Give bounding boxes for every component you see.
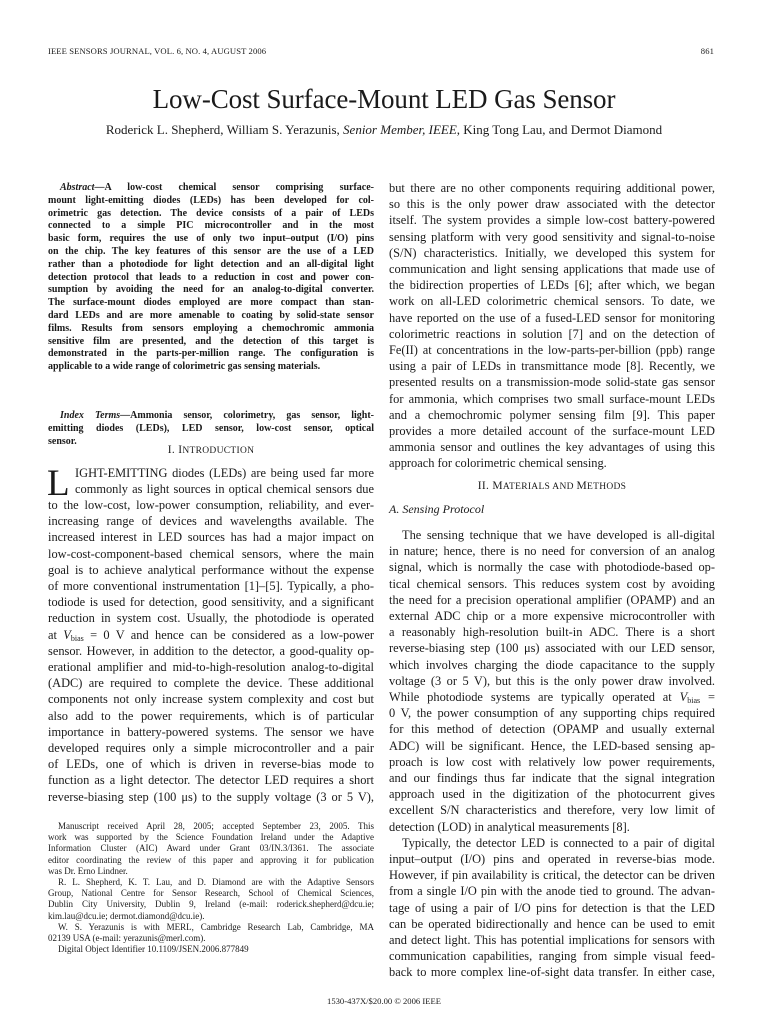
intro-continuation-line: work on all-LED colorimetric chemical sensors. To date, we <box>389 294 715 309</box>
running-header: IEEE SENSORS JOURNAL, VOL. 6, NO. 4, AUGUST 2006 <box>48 46 267 56</box>
abstract-line: films. Results from sensors employing a chemochromic ammonia <box>48 322 374 334</box>
intro-line: developed requires only a simple microcontroller and a pair <box>48 741 374 756</box>
footnote-line: Group, National Centre for Sensor Research, School of Chemical Sciences, <box>48 888 374 899</box>
intro-continuation-line: colorimetric reactions in solution [7] and on the detection of <box>389 326 715 341</box>
section-initial: M <box>492 480 503 492</box>
section-numeral: II. <box>477 480 493 492</box>
abstract-line: orimetric gas detection. The device consists of a pair of LEDs <box>48 207 374 219</box>
abstract-line: sumption by avoiding the need for an analog-to-digital converter. <box>48 284 374 296</box>
abstract-line: mount light-emitting diodes (LEDs) has been developed for col- <box>48 194 374 206</box>
page-number: 861 <box>700 46 714 56</box>
sensing-line: signal, which is normally the case with photodiode-based op- <box>389 560 715 575</box>
intro-line: increasing range of devices and wavelengths available. The <box>48 514 374 529</box>
intro-line: increased interest in LED sources has had a major impact on <box>48 530 374 545</box>
intro-line: (ADC) are required to complete the device. These additional <box>48 676 374 691</box>
section-initial-2: M <box>576 480 587 492</box>
intro-line: IGHT-EMITTING diodes (LEDs) are being used far more <box>75 466 374 480</box>
intro-line: also add to the power requirements, which is of particular <box>48 708 374 723</box>
sensing-line: 0 V, the power consumption of any supporting chips required <box>389 706 715 721</box>
intro-line: to the low-cost, low-power consumption, reliability, and ever- <box>48 498 374 512</box>
intro-line: commonly as light sources in optical chemical sensors due <box>75 482 374 497</box>
intro-continuation-line: have reported on the use of a fused-LED sensor for monitoring <box>389 310 715 325</box>
intro-line: reduction in system cost. Usually, the photodiode is operated <box>48 611 374 626</box>
abstract-line: dard LEDs and are more amenable to coating by solid-state sensor <box>48 309 374 321</box>
vbias-subscript: bias <box>70 633 84 643</box>
footnote-line: Manuscript received April 28, 2005; accepted September 23, 2005. This <box>58 821 374 831</box>
intro-continuation-line: so this is the only power draw associated with the detector <box>389 197 715 212</box>
author-list <box>0 121 768 139</box>
sensing-line: back to more complex line-of-sight data transfer. In either case, <box>389 965 715 980</box>
footnote-line: editor coordinating the review of this paper and approving it for publication <box>48 854 374 865</box>
intro-continuation-line: ammonia sensor and outlines the key advantages of using this <box>389 440 715 455</box>
sensing-line: input–output (I/O) pins and operated in reverse-bias mode. <box>389 852 715 867</box>
subsection-heading-sensing-protocol: A. Sensing Protocol <box>389 502 485 516</box>
footnote-line: Dublin City University, Dublin 9, Ireland (e-mail: roderick.shepherd@dcu.ie; <box>48 899 374 910</box>
paper-title: Low-Cost Surface-Mount LED Gas Sensor <box>152 84 616 114</box>
section-initial: I <box>178 444 183 456</box>
author-membership: Senior Member, IEEE <box>343 122 457 137</box>
intro-continuation-line: Fe(II) at concentrations in the low-parts-per-billion (ppb) range <box>389 343 715 358</box>
abstract <box>48 182 374 374</box>
intro-line: goal is to achieve analytical performance without the expense <box>48 562 374 577</box>
intro-continuation-line: (S/N) characteristics. Initially, we developed this system for <box>389 245 715 260</box>
footnote-line: R. L. Shepherd, K. T. Lau, and D. Diamond are with the Adaptive Sensors <box>58 877 374 888</box>
vbias-pre: at <box>48 627 64 642</box>
vbias-post: = 0 V and hence can be considered as a low-power <box>83 627 374 642</box>
sensing-line: and detect light. This has potential implications for sensors with <box>389 933 715 948</box>
abstract-line: applicable to a wide range of colorimetric gas sensing materials. <box>48 361 321 373</box>
authors-part-1: Roderick L. Shepherd, William S. Yerazunis, <box>105 122 344 137</box>
sensing-line: from a single I/O pin with the anode tied to ground. The advan- <box>389 884 715 899</box>
index-terms-text: —Ammonia sensor, colorimetry, gas sensor, light- <box>120 410 374 421</box>
abstract-line: on the chip. The key features of this sensor are the use of a LED <box>48 245 374 257</box>
sensing-line: communication capabilities, ranging from simple visual feed- <box>389 949 715 964</box>
sensing-line: which involves charging the diode capacitance to the supply <box>389 657 715 672</box>
drop-cap: L <box>47 463 70 504</box>
section-rest: ATERIALS AND <box>502 482 577 492</box>
intro-line: low-cost-component-based chemical sensors, where the main <box>48 546 374 561</box>
section-rest-2: ETHODS <box>586 482 627 492</box>
sensing-line: can be operated bidirectionally and hence can be used to emit <box>389 916 715 931</box>
section-heading-introduction <box>48 444 374 456</box>
intro-continuation-line: and a chemochromic polymer sensing film [9]. This paper <box>389 407 715 422</box>
authors-part-2: , King Tong Lau, and Dermot Diamond <box>456 122 663 137</box>
sensing-line: approach used in the digitization of the photocurrent gives <box>389 787 715 802</box>
intro-continuation-line: but there are no other components requiring additional power, <box>389 181 715 195</box>
intro-line: erational amplifier and mid-to-high-resolution analog-to-digital <box>48 660 374 675</box>
abstract-line: detection protocol that leads to a reduction in cost and power con- <box>48 271 374 283</box>
footnote-line: work was supported by the Science Foundation Ireland under the Adaptive <box>48 832 374 843</box>
sensing-line: The sensing technique that we have developed is all-digital <box>402 528 715 542</box>
intro-continuation-line: provides a more detailed account of the surface-mount LED <box>389 424 715 439</box>
intro-line: todiode is used for detection, good sensitivity, and a significant <box>48 595 374 610</box>
abstract-line: The surface-mount diodes employed are more compact than stan- <box>48 297 374 309</box>
vbias-symbol: V <box>63 627 71 642</box>
vbias-post: = <box>700 690 715 705</box>
sensing-line: and our findings thus far indicate that the signal integration <box>389 771 715 786</box>
footnote-line: Information Cluster (AIC) Award under Grant 03/IN.3/I361. The associate <box>48 843 374 854</box>
footnote <box>48 821 374 955</box>
copyright-footer: 1530-437X/$20.00 © 2006 IEEE <box>327 996 441 1006</box>
intro-first-lines <box>75 465 374 497</box>
intro-continuation-line: for ammonia, which comprises two small surface-mount LEDs <box>389 391 715 406</box>
sensing-line: the need for a precision operational amplifier (OPAMP) and an <box>389 592 715 607</box>
sensing-line: in nature; hence, there is no need for conversion of an analog <box>389 544 715 559</box>
intro-continuation-line: presented results on a transmission-mode solid-state gas sensor <box>389 375 715 390</box>
intro-line: of more conventional instrumentation [1]–[5]. Typically, a pho- <box>48 579 374 594</box>
abstract-label: Abstract <box>60 182 95 193</box>
footnote-line: was Dr. Erno Lindner. <box>48 865 128 876</box>
intro-line: sensor. However, in addition to the detector, a good-quality op- <box>48 643 374 658</box>
sensing-protocol-text <box>389 527 715 981</box>
sensing-line: for this method of detection (OPAMP and usually external <box>389 722 715 737</box>
intro-continuation <box>389 180 715 472</box>
abstract-line: sensitive film are presented, and the detection of this target is <box>48 335 374 347</box>
sensing-line: proach is low cost with relatively low power requirements, <box>389 754 715 769</box>
intro-line-vbias <box>48 627 374 643</box>
intro-line: importance in battery-powered systems. The sensor we have <box>48 724 374 739</box>
abstract-line: basic form, requires the use of only two input–output (I/O) pins <box>48 233 374 245</box>
sensing-line: detection (LOD) in analytical measurements [8]. <box>389 819 630 834</box>
vbias-subscript: bias <box>687 696 701 706</box>
abstract-line: rather than a photodiode for light detection and an all-digital light <box>48 258 374 270</box>
sensing-line: However, if pin availability is critical, the detector can be driven <box>389 868 715 883</box>
abstract-text: —A low-cost chemical sensor comprising surface- <box>94 182 374 193</box>
section-numeral: I. <box>167 444 179 456</box>
section-rest: NTRODUCTION <box>182 446 255 456</box>
sensing-line: excellent S/N characteristics and therefore, very low limit of <box>389 803 715 818</box>
vbias-pre: While photodiode systems are typically operated at <box>389 690 680 705</box>
intro-continuation-line: itself. The system provides a simple low-cost battery-powered <box>389 213 715 228</box>
intro-continuation-line: sensing platform with very good sensitivity and signal-to-noise <box>389 229 715 244</box>
sensing-line: tage of using a pair of I/O pins for detection is that the LED <box>389 900 715 915</box>
abstract-line: demonstrated in the parts-per-million range. The configuration is <box>48 348 374 360</box>
intro-paragraph <box>48 497 374 805</box>
sensing-line: reverse-biasing step (100 μs) associated with our LED sensor, <box>389 641 715 656</box>
intro-line: components not only increase system complexity and cost but <box>48 692 374 707</box>
index-terms-line: emitting diodes (LEDs), LED sensor, low-cost sensor, optical <box>48 422 374 434</box>
intro-line: function as a light detector. The detector LED requires a short <box>48 773 374 788</box>
sensing-line: a reasonably high-resolution built-in ADC. There is a short <box>389 625 715 640</box>
sensing-line: Typically, the detector LED is connected to a pair of digital <box>402 835 715 850</box>
intro-continuation-line: approach for colorimetric chemical sensing. <box>389 456 607 471</box>
vbias-symbol: V <box>679 690 688 705</box>
sensing-line-vbias <box>389 689 715 705</box>
index-terms-label: Index Terms <box>60 410 121 421</box>
sensing-line: voltage (3 or 5 V), but this is the only power draw involved. <box>389 673 715 688</box>
footnote-line: W. S. Yerazunis is with MERL, Cambridge Research Lab, Cambridge, MA <box>58 921 374 932</box>
section-heading-materials-methods <box>389 480 715 492</box>
sensing-line: ADC) will be significant. Hence, the LED-based sensing ap- <box>389 738 715 753</box>
footnote-line: kim.lau@dcu.ie; dermot.diamond@dcu.ie). <box>48 910 205 921</box>
intro-continuation-line: the bidirection properties of LEDs [6]; after which, we began <box>389 278 715 293</box>
abstract-line <box>48 182 374 195</box>
index-terms-line <box>48 410 374 423</box>
intro-continuation-line: communication and light sensing applications that made use of <box>389 262 715 277</box>
footnote-line: 02139 USA (e-mail: yerazunis@merl.com). <box>48 933 206 944</box>
index-terms <box>48 410 374 448</box>
sensing-line: external ADC chip or a more expensive microcontroller with <box>389 609 715 624</box>
sensing-line: tical chemical sensors. This reduces system cost by avoiding <box>389 576 715 591</box>
intro-line: reverse-biasing step (100 μs) to the supply voltage (3 or 5 V), <box>48 789 374 804</box>
footnote-line: Digital Object Identifier 10.1109/JSEN.2006.877849 <box>58 944 249 955</box>
index-terms-line: sensor. <box>48 435 77 447</box>
intro-line: of LEDs, one of which is driven in reverse-bias mode to <box>48 757 374 772</box>
intro-continuation-line: using a pair of LEDs in transmittance mode [8]. Recently, we <box>389 359 715 374</box>
abstract-line: connected to a simple PIC microcontroller and in the most <box>48 220 374 232</box>
